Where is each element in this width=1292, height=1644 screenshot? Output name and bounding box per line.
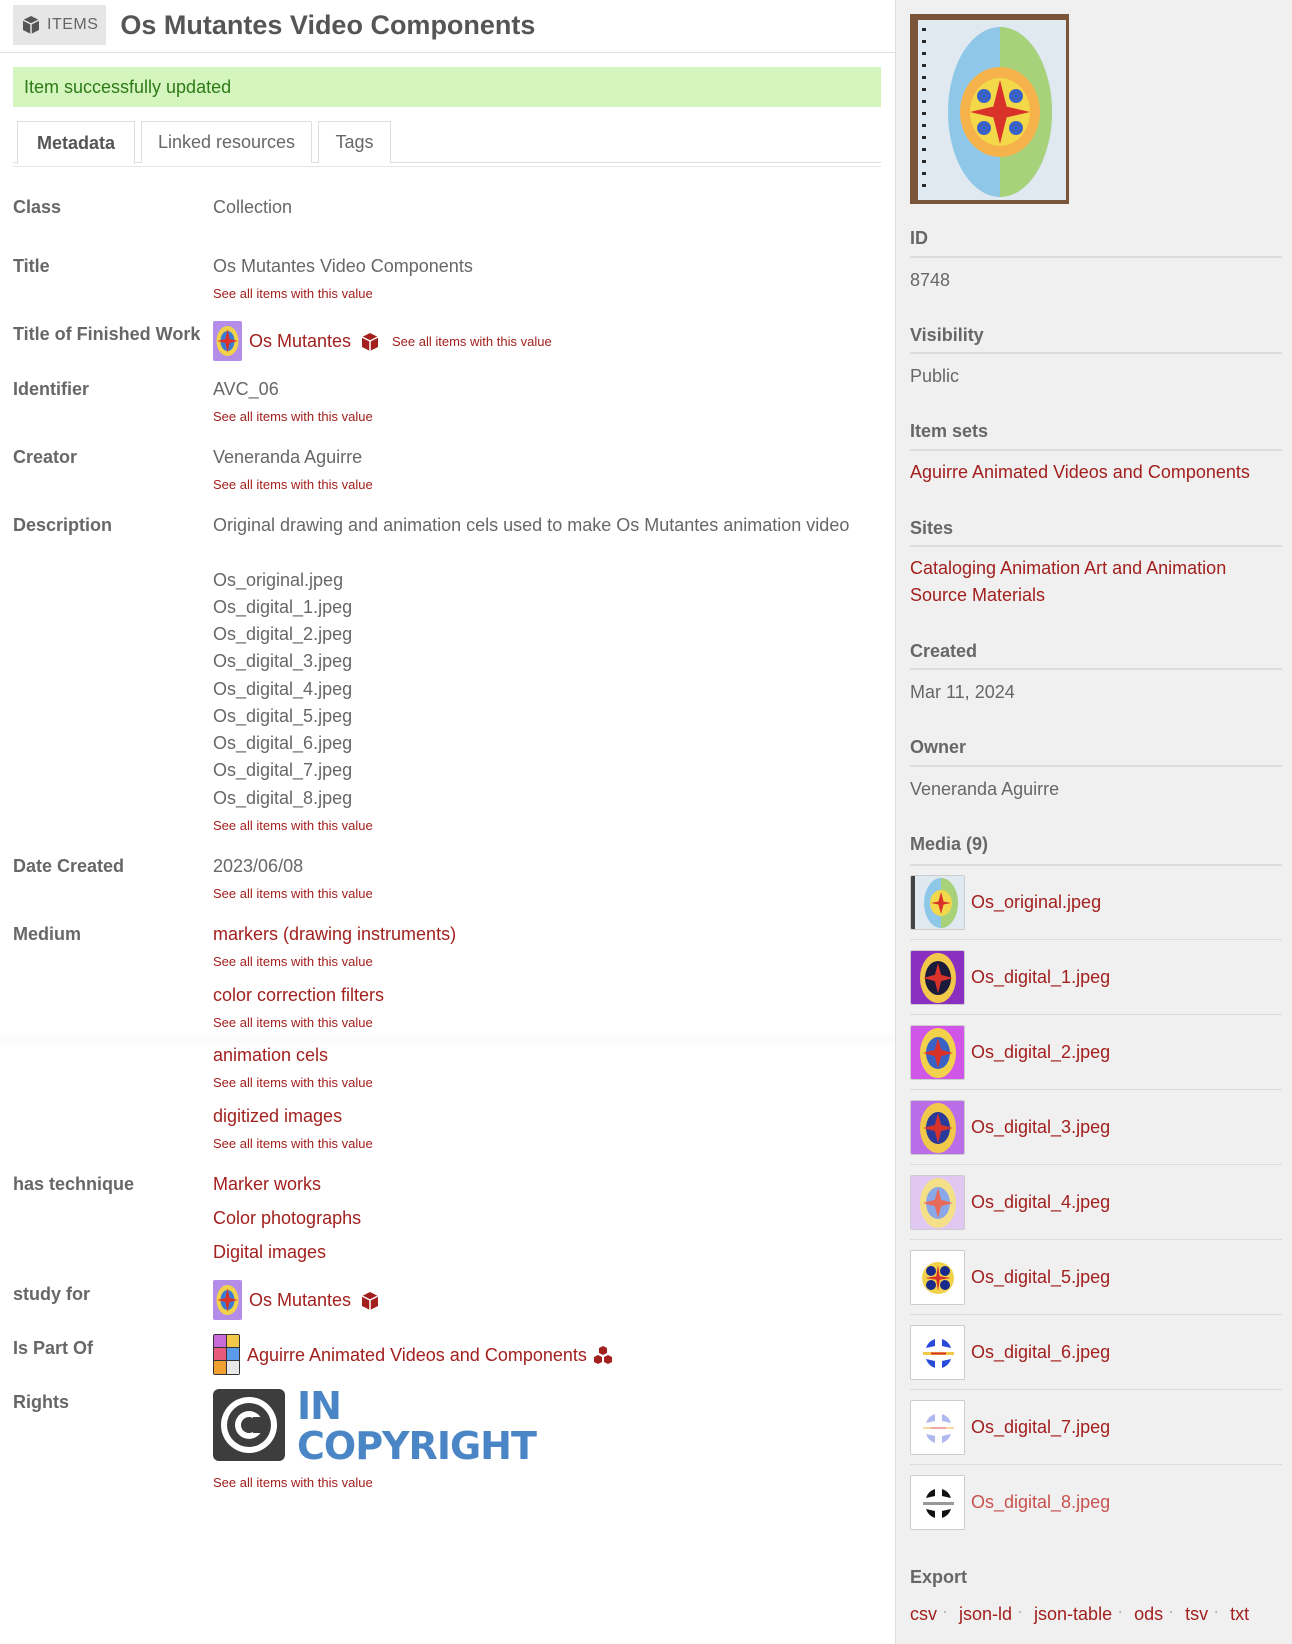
property-label-description: Description bbox=[13, 515, 113, 535]
see-all-link[interactable]: See all items with this value bbox=[213, 954, 373, 969]
sidebar-label-created: Created bbox=[910, 641, 978, 661]
media-link[interactable]: Os_digital_2.jpeg bbox=[971, 1041, 1111, 1062]
export-json-ld-link[interactable]: json-ld bbox=[959, 1604, 1013, 1624]
media-item[interactable] bbox=[910, 1315, 1282, 1390]
media-thumbnail bbox=[910, 1475, 965, 1530]
in-copyright-logo[interactable] bbox=[297, 1386, 536, 1466]
media-thumbnail bbox=[910, 875, 965, 930]
logo-line: COPYRIGHT bbox=[297, 1424, 536, 1468]
property-label-title: Title bbox=[13, 256, 50, 276]
media-link[interactable]: Os_digital_1.jpeg bbox=[971, 966, 1111, 987]
sidebar-divider bbox=[910, 668, 1282, 670]
description-file-line: Os_digital_3.jpeg bbox=[213, 651, 353, 671]
media-thumbnail bbox=[910, 1325, 965, 1380]
property-label-finished-work: Title of Finished Work bbox=[13, 324, 201, 344]
property-label-study-for: study for bbox=[13, 1284, 91, 1304]
study-for-link[interactable]: Os Mutantes bbox=[249, 1290, 352, 1310]
see-all-link[interactable]: See all items with this value bbox=[213, 1015, 373, 1030]
sidebar-label-owner: Owner bbox=[910, 737, 967, 757]
tab-tags[interactable]: Tags bbox=[318, 121, 391, 163]
property-value-class: Collection bbox=[213, 197, 293, 217]
property-label-class: Class bbox=[13, 197, 62, 217]
see-all-link[interactable]: See all items with this value bbox=[213, 1136, 373, 1151]
sidebar-divider bbox=[910, 545, 1282, 547]
description-file-line: Os_digital_4.jpeg bbox=[213, 679, 353, 699]
description-file-line: Os_digital_6.jpeg bbox=[213, 733, 353, 753]
sidebar-divider bbox=[910, 449, 1282, 451]
description-file-line: Os_digital_5.jpeg bbox=[213, 706, 353, 726]
see-all-link[interactable]: See all items with this value bbox=[213, 886, 373, 901]
media-item[interactable] bbox=[910, 865, 1282, 940]
separator: · bbox=[1214, 1604, 1219, 1618]
sidebar-site-link[interactable]: Cataloging Animation Art and Animation Source Materials bbox=[910, 558, 1227, 605]
items-badge[interactable] bbox=[13, 5, 106, 45]
media-item[interactable] bbox=[910, 940, 1282, 1015]
media-item[interactable] bbox=[910, 1240, 1282, 1315]
property-value-date-created: 2023/06/08 bbox=[213, 856, 304, 876]
media-link[interactable]: Os_digital_8.jpeg bbox=[971, 1492, 1111, 1512]
media-link[interactable]: Os_digital_6.jpeg bbox=[971, 1341, 1111, 1362]
property-label-identifier: Identifier bbox=[13, 379, 90, 399]
cube-icon bbox=[21, 15, 41, 35]
media-link[interactable]: Os_digital_7.jpeg bbox=[971, 1416, 1111, 1437]
separator: · bbox=[1018, 1604, 1023, 1618]
property-label-date-created: Date Created bbox=[13, 856, 125, 876]
tab-bar bbox=[13, 121, 881, 163]
media-item[interactable] bbox=[910, 1390, 1282, 1465]
medium-value-link[interactable]: markers (drawing instruments) bbox=[213, 924, 457, 944]
separator: · bbox=[1169, 1604, 1174, 1618]
export-tsv-link[interactable]: tsv bbox=[1185, 1604, 1209, 1624]
property-value-title: Os Mutantes Video Components bbox=[213, 256, 473, 276]
see-all-link[interactable]: See all items with this value bbox=[213, 477, 373, 492]
page-header bbox=[13, 5, 535, 45]
description-file-line: Os_digital_7.jpeg bbox=[213, 760, 353, 780]
items-badge-label: ITEMS bbox=[47, 16, 99, 33]
see-all-link[interactable]: See all items with this value bbox=[213, 818, 373, 833]
media-link[interactable]: Os_digital_5.jpeg bbox=[971, 1266, 1111, 1287]
sidebar-divider bbox=[910, 765, 1282, 767]
see-all-link[interactable]: See all items with this value bbox=[213, 409, 373, 424]
media-link[interactable]: Os_digital_4.jpeg bbox=[971, 1191, 1111, 1212]
sidebar-label-export: Export bbox=[910, 1567, 968, 1587]
sidebar-label-id: ID bbox=[910, 228, 928, 248]
medium-value-link[interactable]: digitized images bbox=[213, 1106, 343, 1126]
sidebar-item-set-link[interactable]: Aguirre Animated Videos and Components bbox=[910, 462, 1250, 482]
media-thumbnail bbox=[910, 950, 965, 1005]
separator: · bbox=[943, 1604, 947, 1618]
see-all-link[interactable]: See all items with this value bbox=[213, 1075, 373, 1090]
export-links bbox=[910, 1604, 1249, 1625]
item-set-thumbnail[interactable] bbox=[213, 1334, 240, 1375]
technique-value-link[interactable]: Digital images bbox=[213, 1242, 327, 1262]
media-thumbnail bbox=[910, 1175, 965, 1230]
media-link[interactable]: Os_digital_3.jpeg bbox=[971, 1116, 1111, 1137]
study-for-thumbnail[interactable] bbox=[213, 1280, 242, 1320]
property-value-creator: Veneranda Aguirre bbox=[213, 447, 363, 467]
sidebar-label-sites: Sites bbox=[910, 518, 954, 538]
copyright-icon[interactable] bbox=[213, 1389, 285, 1461]
logo-line: IN bbox=[297, 1384, 341, 1428]
media-thumbnail bbox=[910, 1400, 965, 1455]
media-link[interactable]: Os_original.jpeg bbox=[971, 891, 1102, 912]
property-value-identifier: AVC_06 bbox=[213, 379, 279, 399]
media-item[interactable] bbox=[910, 1090, 1282, 1165]
sidebar-label-media: Media (9) bbox=[910, 834, 989, 854]
media-thumbnail bbox=[910, 1100, 965, 1155]
tab-linked-resources[interactable]: Linked resources bbox=[141, 121, 312, 163]
media-thumbnail bbox=[910, 1250, 965, 1305]
property-label-creator: Creator bbox=[13, 447, 78, 467]
see-all-link[interactable]: See all items with this value bbox=[213, 1475, 373, 1490]
description-file-line: Os_digital_2.jpeg bbox=[213, 624, 353, 644]
export-txt-link[interactable]: txt bbox=[1230, 1604, 1250, 1624]
tab-metadata[interactable]: Metadata bbox=[17, 121, 135, 164]
sidebar-value-owner: Veneranda Aguirre bbox=[910, 779, 1060, 799]
item-set-icon[interactable] bbox=[592, 1345, 614, 1365]
header-divider bbox=[0, 52, 895, 53]
description-file-line: Os_digital_8.jpeg bbox=[213, 788, 353, 808]
description-file-line: Os_original.jpeg bbox=[213, 570, 344, 590]
medium-value-link[interactable]: animation cels bbox=[213, 1045, 329, 1065]
success-message: Item successfully updated bbox=[13, 67, 881, 107]
sidebar-value-id: 8748 bbox=[910, 270, 951, 290]
item-cube-icon[interactable] bbox=[360, 1291, 380, 1311]
scroll-seam bbox=[0, 1033, 895, 1047]
technique-value-link[interactable]: Marker works bbox=[213, 1174, 322, 1194]
property-label-technique: has technique bbox=[13, 1174, 135, 1194]
separator: · bbox=[1118, 1604, 1123, 1618]
export-json-table-link[interactable]: json-table bbox=[1034, 1604, 1113, 1624]
is-part-of-link[interactable]: Aguirre Animated Videos and Components bbox=[247, 1345, 587, 1365]
media-item[interactable] bbox=[910, 1165, 1282, 1240]
see-all-link[interactable]: See all items with this value bbox=[392, 334, 552, 349]
finished-work-link[interactable]: Os Mutantes bbox=[249, 331, 352, 351]
sidebar-label-visibility: Visibility bbox=[910, 325, 984, 345]
sidebar-label-item-sets: Item sets bbox=[910, 421, 989, 441]
item-preview-image[interactable] bbox=[910, 14, 1069, 204]
media-item[interactable] bbox=[910, 1015, 1282, 1090]
description-file-line: Os_digital_1.jpeg bbox=[213, 597, 353, 617]
sidebar-value-visibility: Public bbox=[910, 366, 960, 386]
sidebar-value-created: Mar 11, 2024 bbox=[910, 682, 1015, 702]
media-item[interactable] bbox=[910, 1465, 1282, 1540]
item-cube-icon[interactable] bbox=[360, 332, 380, 352]
medium-value-link[interactable]: color correction filters bbox=[213, 985, 385, 1005]
export-csv-link[interactable]: csv bbox=[910, 1604, 937, 1624]
see-all-link[interactable]: See all items with this value bbox=[213, 286, 373, 301]
media-thumbnail bbox=[910, 1025, 965, 1080]
export-ods-link[interactable]: ods bbox=[1134, 1604, 1164, 1624]
sidebar-divider bbox=[910, 256, 1282, 258]
tab-underline bbox=[13, 166, 881, 167]
property-label-medium: Medium bbox=[13, 924, 82, 944]
property-label-is-part-of: Is Part Of bbox=[13, 1338, 94, 1358]
sidebar-divider bbox=[910, 352, 1282, 354]
property-value-description: Original drawing and animation cels used to make Os Mutantes animation video bbox=[213, 515, 850, 535]
page-title: Os Mutantes Video Components bbox=[120, 9, 536, 40]
finished-work-thumbnail[interactable] bbox=[213, 321, 242, 361]
technique-value-link[interactable]: Color photographs bbox=[213, 1208, 362, 1228]
property-label-rights: Rights bbox=[13, 1392, 69, 1412]
